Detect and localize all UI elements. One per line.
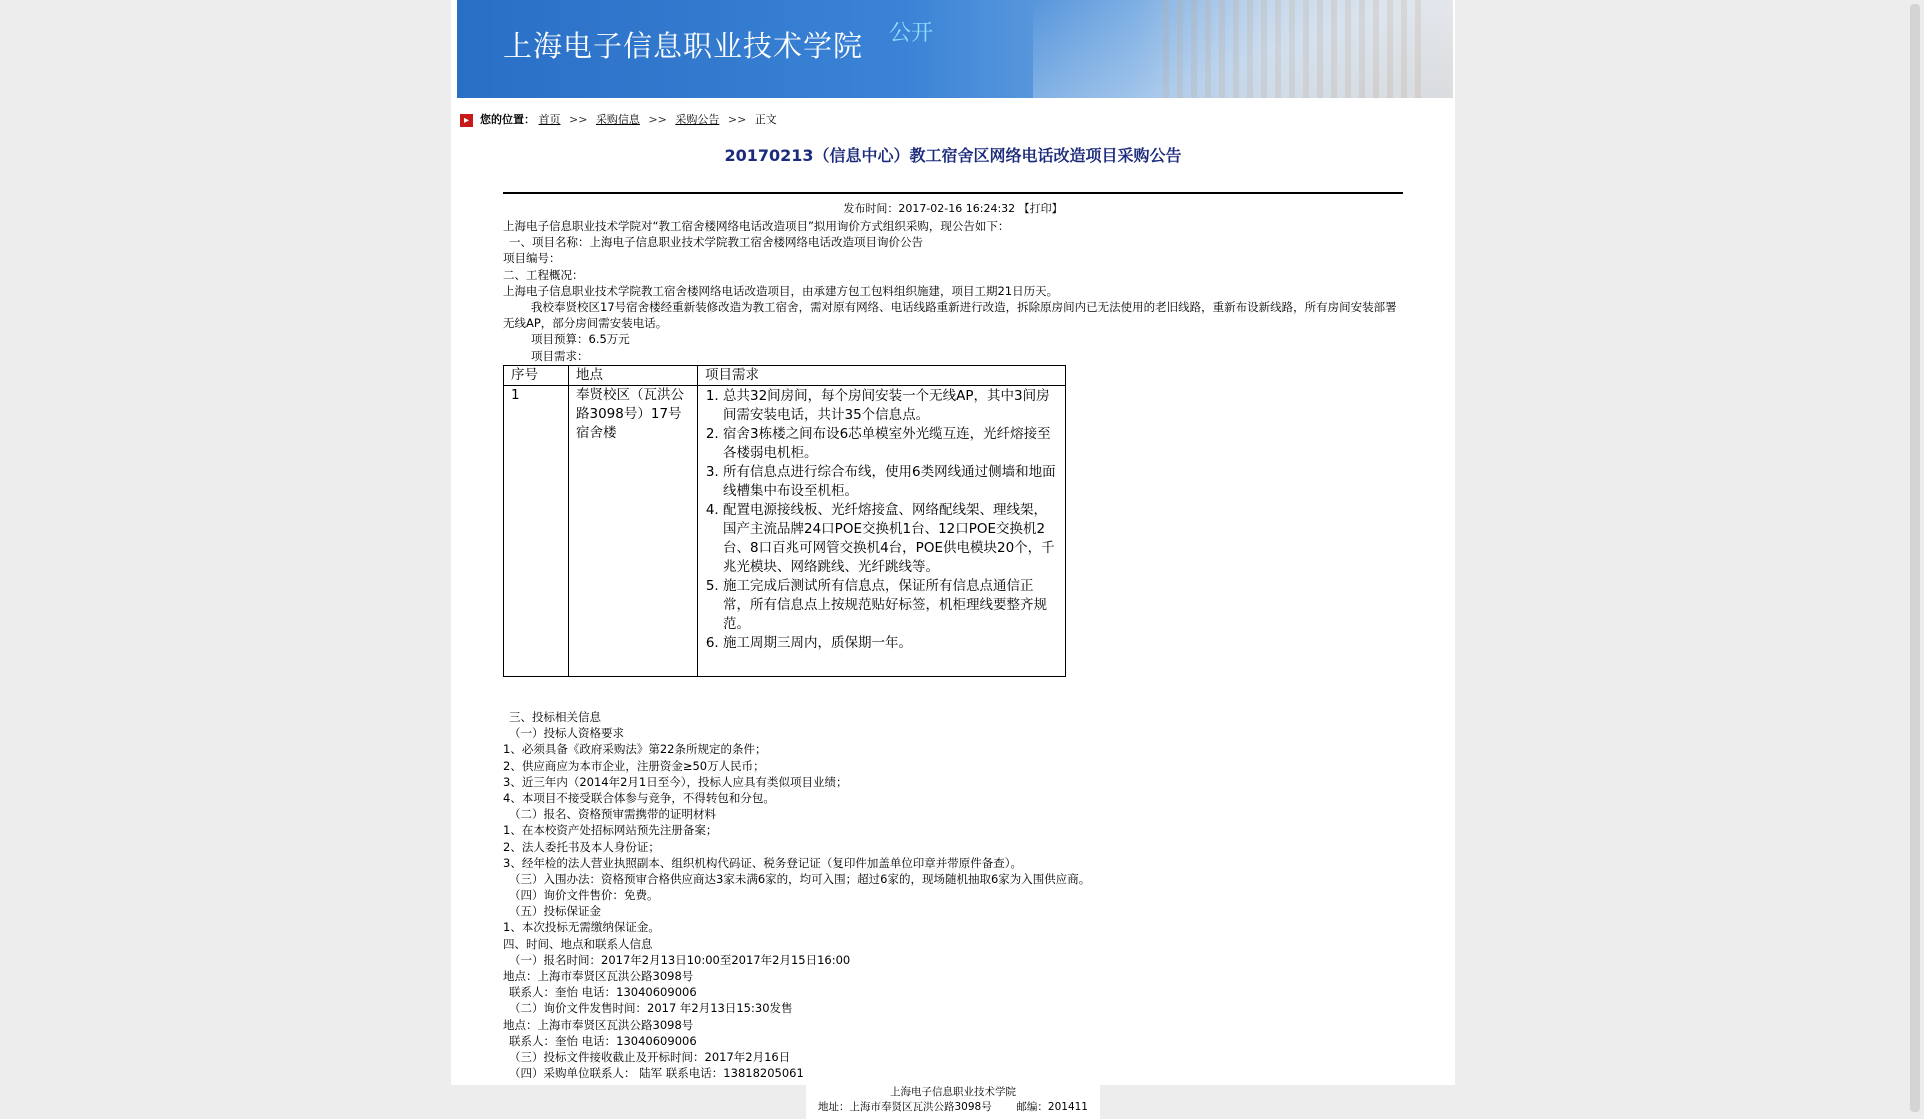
body-line: 四、时间、地点和联系人信息 <box>503 936 653 951</box>
body-line: 一、项目名称：上海电子信息职业技术学院教工宿舍楼网络电话改造项目询价公告 <box>509 235 923 250</box>
body-line: 1、必须具备《政府采购法》第22条所规定的条件； <box>503 742 767 757</box>
site-banner <box>457 0 1453 98</box>
table-header-row <box>504 366 1066 386</box>
body-line: 1、本次投标无需缴纳保证金。 <box>503 920 660 935</box>
scrollbar-thumb[interactable] <box>1910 4 1920 1112</box>
body-line: （五）投标保证金 <box>509 904 601 919</box>
breadcrumb-separator: >> <box>727 113 747 126</box>
breadcrumb-procurement-info-link[interactable]: 采购信息 <box>595 113 640 126</box>
body-line: 2、法人委托书及本人身份证； <box>503 839 660 854</box>
body-line: （四）采购单位联系人： 陆军 联系电话：13818205061 <box>509 1066 804 1081</box>
footer-postcode: 邮编：201411 <box>1016 1101 1088 1113</box>
body-line: 项目需求： <box>531 348 589 363</box>
body-line: 项目编号： <box>503 251 561 266</box>
body-line: 上海电子信息职业技术学院教工宿舍楼网络电话改造项目，由承建方包工包料组织施建，项目工期21日历天。 <box>503 283 1059 298</box>
body-line: 联系人：奎怡 电话：13040609006 <box>509 1033 697 1048</box>
body-line: （三）投标文件接收截止及开标时间：2017年2月16日 <box>509 1049 791 1064</box>
arrow-icon: ▸ <box>460 114 473 127</box>
body-line: 1、在本校资产处招标网站预先注册备案； <box>503 823 718 838</box>
breadcrumb <box>460 112 777 128</box>
print-link[interactable]: 【打印】 <box>1018 202 1063 215</box>
article-body-continued <box>503 709 1403 1081</box>
footer-address-line <box>806 1100 1100 1115</box>
body-line: （二）询价文件发售时间：2017 年2月13日15:30发售 <box>509 1001 793 1016</box>
body-line: 2、供应商应为本市企业，注册资金≥50万人民币； <box>503 758 765 773</box>
list-item: 6. 施工周期三周内，质保期一年。 <box>723 634 1058 653</box>
list-item: 5. 施工完成后测试所有信息点，保证所有信息点通信正常，所有信息点上按规范贴好标签，机柜理线要整齐规范。 <box>723 577 1058 634</box>
breadcrumb-separator: >> <box>569 113 588 126</box>
table-header: 项目需求 <box>698 366 1066 386</box>
breadcrumb-separator: >> <box>648 113 667 126</box>
requirements-list <box>702 387 1058 653</box>
breadcrumb-label: 您的位置： <box>480 113 535 126</box>
title-divider <box>503 192 1403 194</box>
requirements-table <box>503 365 1066 677</box>
body-line: 地点：上海市奉贤区瓦洪公路3098号 <box>503 1017 694 1032</box>
vertical-scrollbar[interactable] <box>1907 0 1924 1119</box>
body-line: 三、投标相关信息 <box>509 710 601 724</box>
page-container <box>451 0 1455 1085</box>
body-line: （二）报名、资格预审需携带的证明材料 <box>509 807 716 822</box>
body-line: （一）投标人资格要求 <box>509 726 624 741</box>
body-line: 项目预算：6.5万元 <box>531 332 630 347</box>
body-line: 地点：上海市奉贤区瓦洪公路3098号 <box>503 969 694 983</box>
article-body <box>503 218 1403 364</box>
table-header: 地点 <box>569 366 698 386</box>
public-badge: 公开 <box>889 21 934 46</box>
body-line: 4、本项目不接受联合体参与竞争，不得转包和分包。 <box>503 790 775 805</box>
list-item: 4. 配置电源接线板、光纤熔接盒、网络配线架、理线架，国产主流品牌24口POE交换机1台、12口POE交换机2台、8口百兆可网管交换机4台，POE供电模块20个，千兆光模块、网络跳线、光纤跳线等。 <box>723 501 1058 577</box>
table-row <box>504 386 1066 677</box>
breadcrumb-current: 正文 <box>754 113 777 126</box>
table-header: 序号 <box>504 366 569 386</box>
list-item: 3. 所有信息点进行综合布线，使用6类网线通过侧墙和地面线槽集中布设至机柜。 <box>723 463 1058 501</box>
breadcrumb-procurement-notice-link[interactable]: 采购公告 <box>675 113 720 126</box>
publish-meta <box>451 202 1455 216</box>
table-cell-place: 奉贤校区（瓦洪公路3098号）17号宿舍楼 <box>569 386 698 677</box>
article-title: 20170213（信息中心）教工宿舍区网络电话改造项目采购公告 <box>724 146 1182 165</box>
publish-time: 发布时间：2017-02-16 16:24:32 <box>843 202 1016 215</box>
list-item: 1. 总共32间房间，每个房间安装一个无线AP，其中3间房间需安装电话，共计35个信息点。 <box>723 387 1058 425</box>
footer-org: 上海电子信息职业技术学院 <box>890 1086 1016 1098</box>
breadcrumb-home-link[interactable]: 首页 <box>538 113 561 126</box>
body-line: 3、经年检的法人营业执照副本、组织机构代码证、税务登记证（复印件加盖单位印章并带原件备查）。 <box>503 855 1023 870</box>
page-footer <box>806 1085 1100 1119</box>
body-line: （一）报名时间：2017年2月13日10:00至2017年2月15日16:00 <box>509 952 851 967</box>
banner-building <box>1163 0 1423 98</box>
body-line: （四）询价文件售价：免费。 <box>509 888 659 903</box>
body-line: 上海电子信息职业技术学院对“教工宿舍楼网络电话改造项目”拟用询价方式组织采购，现公告如下： <box>503 219 1010 233</box>
body-line: （三）入围办法：资格预审合格供应商达3家未满6家的，均可入围；超过6家的，现场随机抽取6家为入围供应商。 <box>509 871 1091 886</box>
body-line: 联系人：奎怡 电话：13040609006 <box>509 985 697 1000</box>
footer-address: 地址：上海市奉贤区瓦洪公路3098号 <box>817 1101 992 1113</box>
table-cell-requirements <box>698 386 1066 677</box>
body-line: 3、近三年内（2014年2月1日至今），投标人应具有类似项目业绩； <box>503 774 848 789</box>
site-title: 上海电子信息职业技术学院 <box>503 29 864 63</box>
body-line: 我校奉贤校区17号宿舍楼经重新装修改造为教工宿舍，需对原有网络、电话线路重新进行改造，拆除原房间内已无法使用的老旧线路，重新布设新线路，所有房间安装部署无线AP，部分房间需安装电话。 <box>503 299 1397 331</box>
body-line: 二、工程概况： <box>503 267 584 282</box>
table-cell-no: 1 <box>504 386 569 677</box>
list-item: 2. 宿舍3栋楼之间布设6芯单模室外光缆互连，光纤熔接至各楼弱电机柜。 <box>723 425 1058 463</box>
